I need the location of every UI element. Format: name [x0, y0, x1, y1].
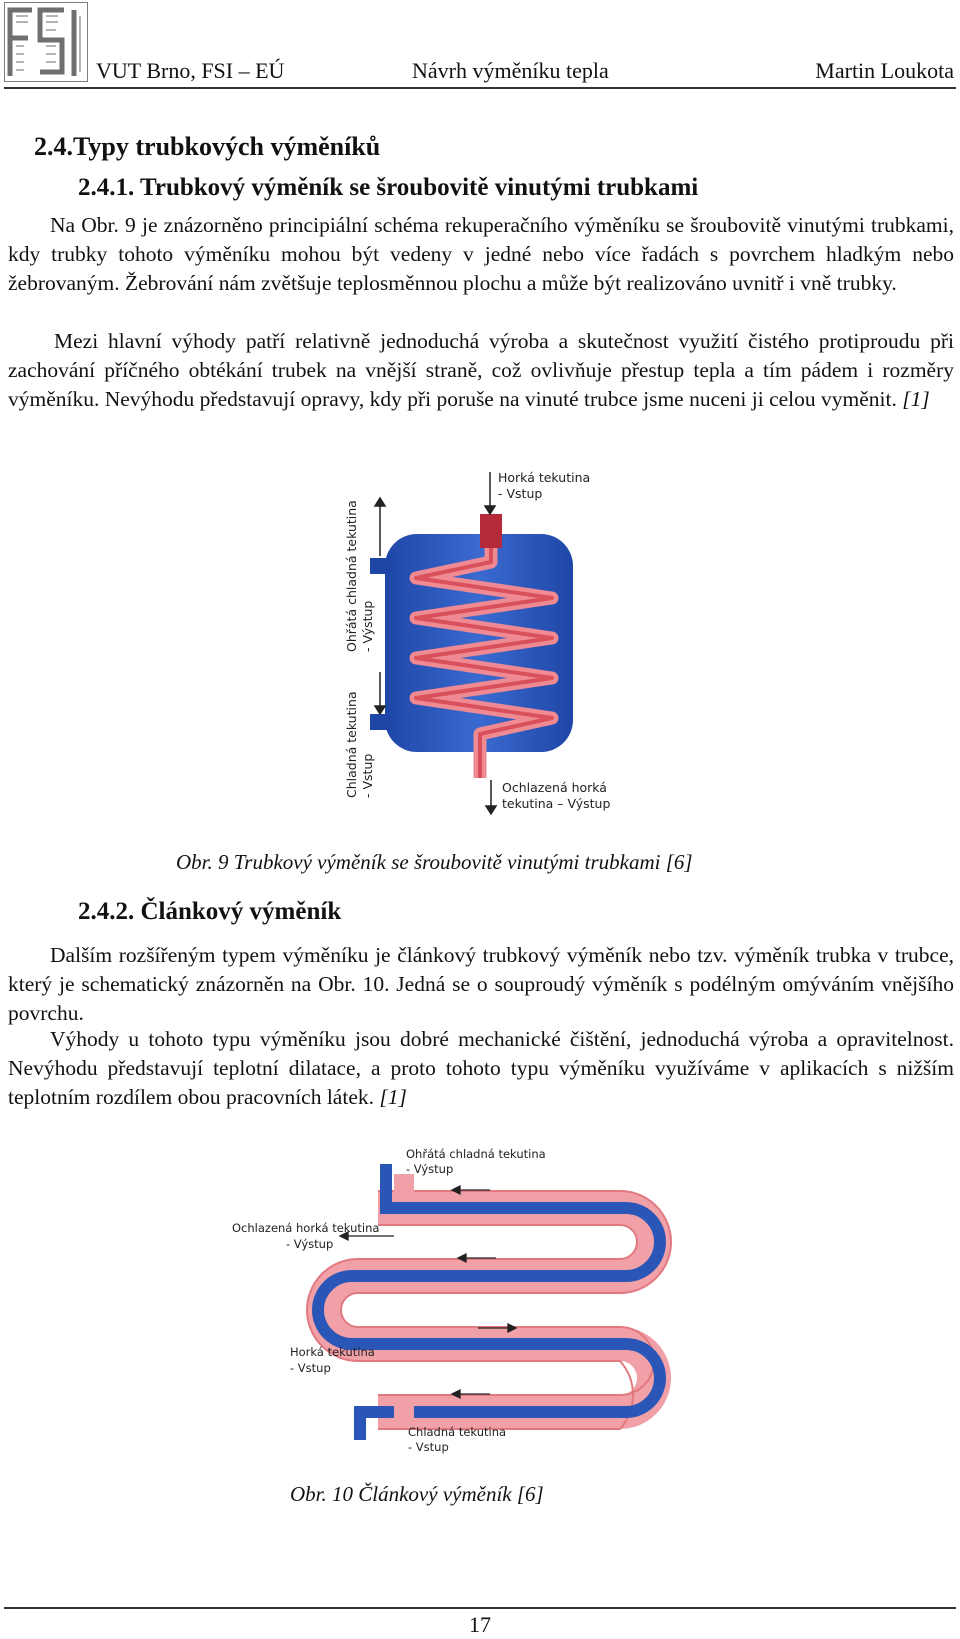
warm-outlet-stub	[370, 558, 392, 574]
warm-outlet-arrowhead	[375, 498, 385, 506]
label-warm-out-2: - Výstup	[360, 600, 375, 652]
subsection-heading-2-4-2: 2.4.2. Článkový výměník	[78, 898, 342, 925]
paragraph-text: Výhody u tohoto typu výměníku jsou dobré mechanické čištění, jednoduchá výroba a opravitelnost. Nevýhodu představují teplotní dilatace, a proto tohoto typu výměníku využíváme v aplikacích s nižším teplotním rozdílem obou pracovních látek.	[8, 1027, 954, 1109]
section-heading: 2.4.Typy trubkových výměníků	[34, 132, 381, 161]
page-header	[0, 0, 960, 92]
cold-inlet-arrowhead	[375, 706, 385, 714]
figure-9-caption: Obr. 9 Trubkový výměník se šroubovitě vinutými trubkami [6]	[176, 850, 693, 874]
label-cold-in-1: Chladná tekutina	[344, 691, 359, 798]
cooled-outlet-arrowhead	[486, 806, 496, 814]
label-cold-in-2: - Vstup	[408, 1440, 449, 1454]
hot-inlet-pipe	[480, 514, 502, 548]
citation: [1]	[902, 387, 930, 411]
label-hot-in-1: Horká tekutina	[290, 1345, 375, 1359]
figure-10-caption: Obr. 10 Článkový výměník [6]	[290, 1482, 544, 1506]
citation: [1]	[379, 1085, 407, 1109]
label-cooled-out-2: - Výstup	[286, 1237, 334, 1251]
header-title: Návrh výměníku tepla	[412, 58, 609, 83]
label-cooled-out-2: tekutina – Výstup	[502, 796, 611, 811]
label-hot-in-2: - Vstup	[290, 1361, 331, 1375]
figure-helical-exchanger	[330, 462, 640, 830]
label-hot-in-2: - Vstup	[498, 486, 543, 501]
fsi-logo	[4, 2, 88, 82]
label-cold-in-2: - Vstup	[360, 753, 375, 798]
label-hot-in-1: Horká tekutina	[498, 470, 591, 485]
label-cold-in-1: Chladná tekutina	[408, 1425, 507, 1439]
label-cooled-out-1: Ochlazená horká tekutina	[232, 1221, 380, 1235]
label-cooled-out-1: Ochlazená horká	[502, 780, 607, 795]
footer-rule	[4, 1607, 956, 1609]
hot-inlet-arrowhead	[485, 506, 495, 514]
label-warm-out-1: Ohřátá chladná tekutina	[344, 500, 359, 652]
header-author: Martin Loukota	[815, 58, 954, 83]
paragraph-text: Mezi hlavní výhody patří relativně jednoduchá výroba a skutečnost využití čistého protiproudu při zachování příčného obtékání trubek na vnější straně, což ovlivňuje přestup tepla a tím pádem i rozměry výměníku. Nevýhodu představují opravy, kdy při poruše na vinuté trubce jsme nuceni ji celou vyměnit.	[8, 329, 954, 411]
paragraph-segment-intro: Dalším rozšířeným typem výměníku je článkový trubkový výměník nebo tzv. výměník trubka v trubce, který je schematický znázorněn na Obr. 10. Jedná se o souproudý výměník s podélným omýváním vnějšího povrchu.	[8, 943, 954, 1025]
paragraph-segment-pros-cons	[8, 1025, 954, 1112]
page-number: 17	[469, 1612, 491, 1637]
paragraph-helical-intro: Na Obr. 9 je znázorněno principiální schéma rekuperačního výměníku se šroubovitě vinutými trubkami, kdy trubky tohoto výměníku mohou být vedeny v jedné nebo více řadách s povrchem hladkým nebo žebrovaným. Žebrování nám zvětšuje teplosměnnou plochu a může být realizováno uvnitř i vně trubky.	[8, 213, 954, 295]
subsection-heading-2-4-1: 2.4.1. Trubkový výměník se šroubovitě vinutými trubkami	[78, 174, 699, 201]
cold-inlet-stub	[370, 714, 392, 730]
label-warm-out-2: - Výstup	[406, 1162, 454, 1176]
label-warm-out-1: Ohřátá chladná tekutina	[406, 1147, 546, 1161]
outer-tubes	[324, 1208, 654, 1412]
paragraph-helical-pros-cons	[8, 327, 954, 414]
header-rule	[4, 87, 956, 89]
header-institution: VUT Brno, FSI – EÚ	[96, 58, 285, 83]
figure-segment-exchanger	[228, 1140, 728, 1460]
